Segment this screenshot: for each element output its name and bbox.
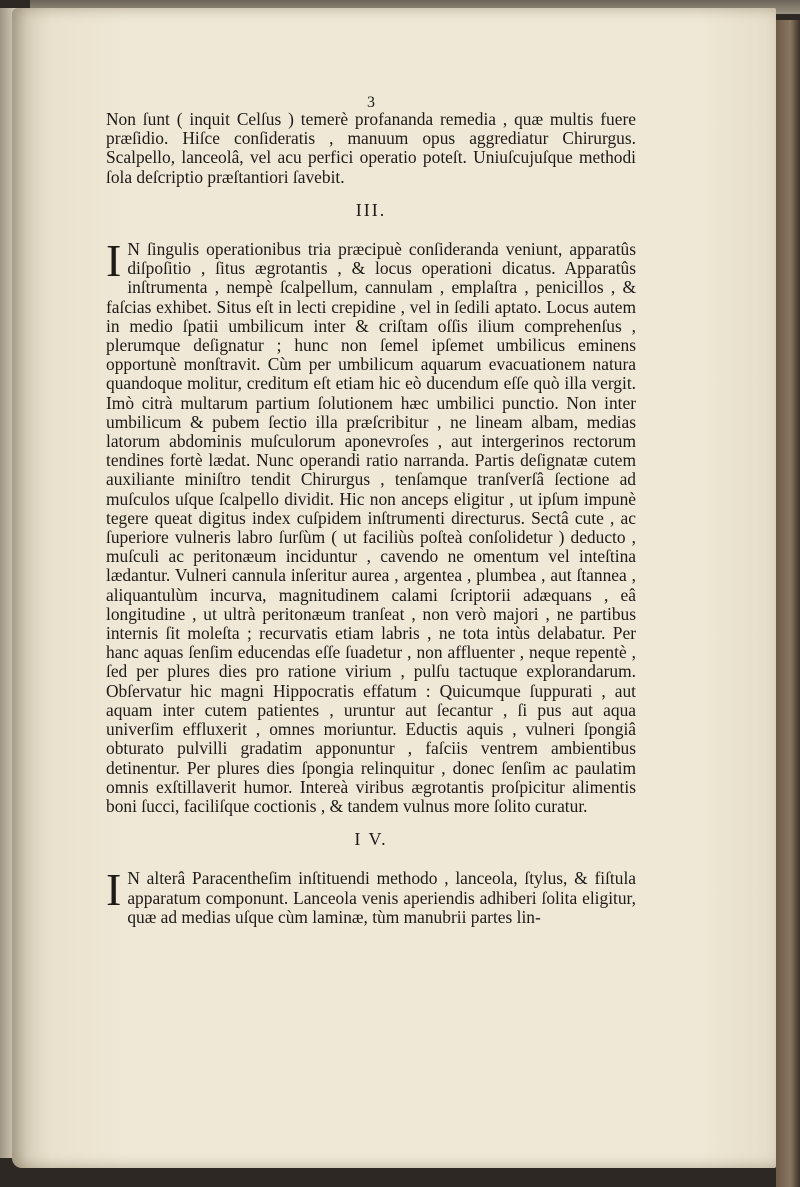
section-4-paragraph <box>106 864 636 927</box>
section-3-text: N ſingulis operationibus tria præcipuè conſideranda veniunt, apparatûs diſpoſitio , ſitus ægrotantis , & locus operationi dicatus. Apparatûs inſtrumenta , nempè ſcalpellum, cannulam , emplaſtra , penicillos , & faſcias exhibet. Situs eſt in lecti crepidine , vel in ſedili aptato. Locus autem in medio ſpatii umbilicum inter & criſtam oſſis ilium comprehenſus , plerumque deſignatur ; hunc non ſemel ipſemet umbilicus eminens opportunè monſtravit. Cùm per umbilicum aquarum evacuationem natura quandoque molitur, creditum eſt etiam hic eò ducendum eſſe quò illa vergit. Imò citrà multarum partium ſolutionem hæc umbilici punctio. Non inter umbilicum & pubem ſectio illa præſcribitur , ne lineam albam, medias latorum abdominis muſculorum aponevroſes , aut intergerinos rectorum tendines fortè lædat. Nunc operandi ratio narranda. Partis deſignatæ cutem auxiliante miniſtro tendit Chirurgus , tenſamque tranſverſâ ſectione ad muſculos uſque ſcalpello dividit. Hic non anceps eligitur , ut ipſum impunè tegere queat digitus index cuſpidem inſtrumenti directurus. Sectâ cute , ac ſuperiore vulneris labro ſurſùm ( ut faciliùs poſteà conſolidetur ) deducto , muſculi ac peritonæum inciduntur , cavendo ne omentum vel inteſtina lædantur. Vulneri cannula inſeritur aurea , argentea , plumbea , aut ſtannea , aliquantulùm incurva, magnitudinem calami ſcriptorii adæquans , eâ longitudine , ut ultrà peritonæum tranſeat , non verò majori , ne partibus internis ſit moleſta ; recurvatis etiam labris , ne tota intùs delabatur. Per hanc aquas ſenſim educendas eſſe ſuadetur , non affluenter , neque repentè , ſed per plures dies pro ratione virium , pulſu tactuque explorandarum. Obſervatur hic magni Hippocratis effatum : Quicumque ſuppurati , aut aquam inter cutem patientes , uruntur aut ſecantur , ſi pus aut aqua univerſim effluxerit , omnes moriuntur. Eductis aquis , vulneri ſpongiâ obturato pulvilli gradatim apponuntur , faſciis ventrem ambientibus detinentur. Per plures dies ſpongia relinquitur , donec ſenſim ac paulatim omnis exſtillaverit humor. Intereà viribus ægrotantis proſpicitur alimentis boni ſucci, faciliſque coctionis , & tandem vulnus more ſolito curatur. <box>106 239 636 816</box>
page-number: 3 <box>367 94 375 111</box>
intro-paragraph: Non ſunt ( inquit Celſus ) temerè profananda remedia , quæ multis fuere præſidio. Hiſce conſideratis , manuum opus aggrediatur Chirurgus. Scalpello, lanceolâ, vel acu perfici operatio poteſt. Uniuſcujuſque methodi ſola deſcriptio præſtantiori ſavebit. <box>106 109 636 187</box>
drop-cap-initial: I <box>106 235 122 287</box>
section-heading-4: I V. <box>354 829 388 850</box>
drop-cap-initial: I <box>106 864 122 916</box>
book-right-edge <box>776 20 800 1187</box>
page-text-block <box>106 96 636 927</box>
section-3-paragraph <box>106 235 636 816</box>
section-4-text: N alterâ Paracentheſim inſtituendi methodo , lanceola, ſtylus, & fiſtula apparatum componunt. Lanceola venis aperiendis adhiberi ſolita eligitur, quæ ad medias uſque cùm laminæ, tùm manubrii partes lin- <box>127 868 636 927</box>
section-heading-3: III. <box>355 199 387 220</box>
